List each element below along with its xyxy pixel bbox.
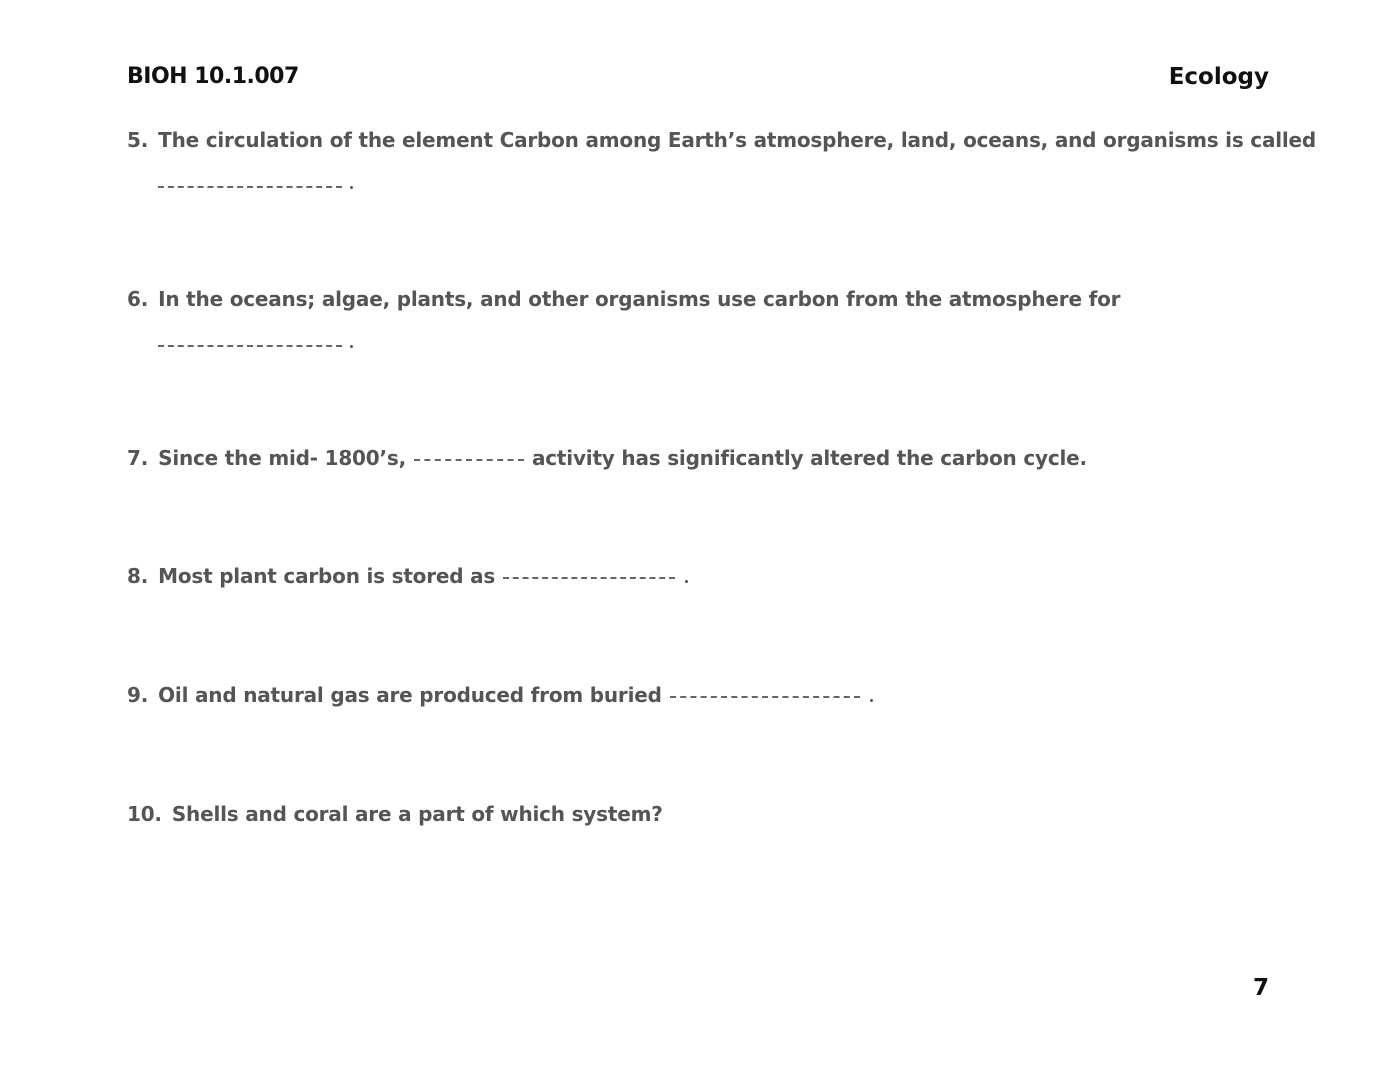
answer-blank-8[interactable] — [503, 577, 675, 579]
question-5 — [127, 128, 1316, 152]
question-number: 9. — [127, 683, 149, 707]
answer-blank-9[interactable] — [670, 696, 860, 698]
document-code: BIOH 10.1.007 — [127, 64, 299, 89]
period-mark — [350, 345, 353, 348]
question-text: Most plant carbon is stored as — [158, 564, 496, 588]
question-number: 10. — [127, 802, 162, 826]
subject-title: Ecology — [1168, 64, 1269, 90]
question-7 — [127, 446, 1087, 470]
page-number: 7 — [1252, 975, 1269, 1001]
question-8 — [127, 564, 688, 588]
question-10 — [127, 802, 663, 826]
question-text: The circulation of the element Carbon among Earth’s atmosphere, land, oceans, and organisms is called — [158, 128, 1317, 152]
question-number: 8. — [127, 564, 149, 588]
question-text-before: Since the mid- 1800’s, — [158, 446, 406, 470]
question-text-after: activity has significantly altered the carbon cycle. — [531, 446, 1087, 470]
question-6 — [127, 287, 1120, 311]
question-number: 5. — [127, 128, 149, 152]
answer-blank-7[interactable] — [414, 459, 524, 461]
question-text: Oil and natural gas are produced from buried — [158, 683, 662, 707]
question-text: In the oceans; algae, plants, and other organisms use carbon from the atmosphere for — [158, 287, 1121, 311]
answer-blank-6[interactable] — [158, 345, 342, 347]
period-mark — [685, 580, 688, 583]
question-number: 6. — [127, 287, 149, 311]
question-9 — [127, 683, 873, 707]
question-text: Shells and coral are a part of which system? — [171, 802, 663, 826]
answer-blank-5[interactable] — [158, 186, 342, 188]
question-number: 7. — [127, 446, 149, 470]
period-mark — [350, 186, 353, 189]
period-mark — [870, 699, 873, 702]
